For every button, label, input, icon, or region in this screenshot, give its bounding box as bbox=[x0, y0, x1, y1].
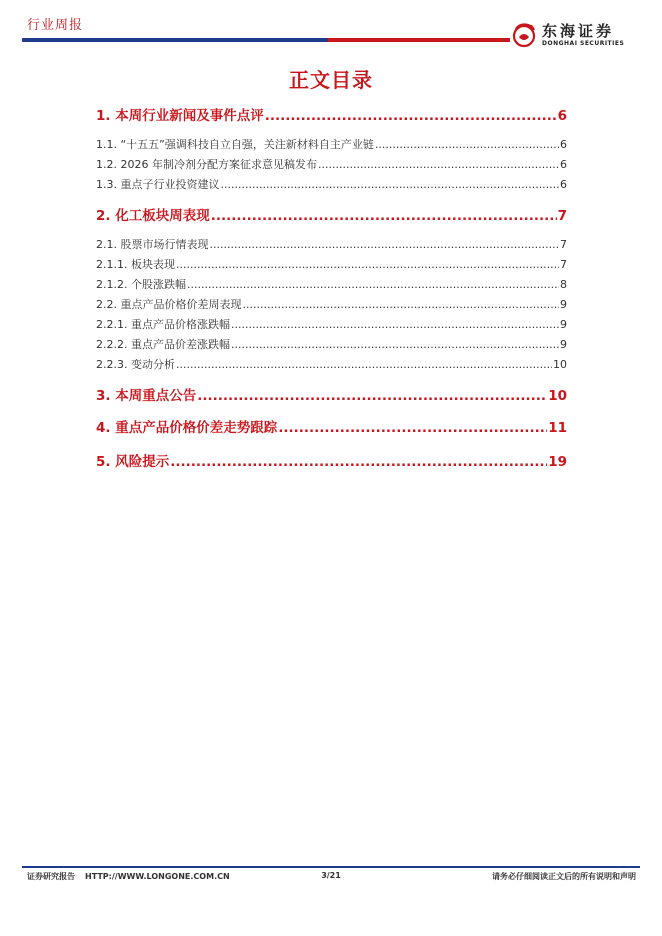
toc-entry-section-1-1[interactable] bbox=[96, 136, 567, 152]
toc-leader-dots bbox=[210, 238, 560, 251]
toc-entry-page: 11 bbox=[548, 420, 567, 436]
toc-entry-section-2[interactable] bbox=[96, 204, 567, 224]
toc-entry-label: 2.2. 重点产品价格价差周表现 bbox=[96, 298, 242, 311]
toc-entry-page: 10 bbox=[553, 358, 567, 371]
toc-entry-section-1[interactable] bbox=[96, 104, 567, 124]
toc-leader-dots bbox=[197, 388, 547, 404]
toc-entry-label: 1.3. 重点子行业投资建议 bbox=[96, 178, 220, 191]
toc-entry-page: 19 bbox=[548, 454, 567, 470]
toc-entry-page: 7 bbox=[560, 238, 567, 251]
toc-leader-dots bbox=[176, 358, 552, 371]
footer-rule bbox=[22, 866, 640, 868]
company-logo bbox=[510, 18, 640, 52]
toc-leader-dots bbox=[375, 138, 559, 151]
toc-entry-label: 5. 风险提示 bbox=[96, 454, 170, 470]
toc-entry-section-2-2-3[interactable] bbox=[96, 356, 567, 372]
toc-entry-page: 6 bbox=[557, 108, 567, 124]
toc-entry-section-2-2[interactable] bbox=[96, 296, 567, 312]
toc-entry-section-1-2[interactable] bbox=[96, 156, 567, 172]
logo-english-name: DONGHAI SECURITIES bbox=[542, 39, 625, 47]
footer-disclaimer: 请务必仔细阅读正文后的所有说明和声明 bbox=[492, 872, 636, 881]
toc-entry-section-1-3[interactable] bbox=[96, 176, 567, 192]
toc-entry-label: 3. 本周重点公告 bbox=[96, 388, 197, 404]
toc-entry-label: 2.1.2. 个股涨跌幅 bbox=[96, 278, 186, 291]
toc-entry-label: 2.1.1. 板块表现 bbox=[96, 258, 175, 271]
toc-entry-page: 6 bbox=[560, 158, 567, 171]
toc-entry-page: 9 bbox=[560, 318, 567, 331]
toc-leader-dots bbox=[187, 278, 559, 291]
toc-entry-section-2-1-1[interactable] bbox=[96, 256, 567, 272]
header-rule-blue bbox=[22, 38, 328, 42]
toc-entry-label: 2.2.3. 变动分析 bbox=[96, 358, 175, 371]
toc-entry-page: 9 bbox=[560, 338, 567, 351]
footer-page-number: 3/21 bbox=[321, 871, 341, 880]
toc-entry-label: 2.2.1. 重点产品价格涨跌幅 bbox=[96, 318, 230, 331]
toc-leader-dots bbox=[265, 108, 557, 124]
toc-entry-label: 2.2.2. 重点产品价差涨跌幅 bbox=[96, 338, 230, 351]
toc-entry-section-3[interactable] bbox=[96, 384, 567, 404]
toc-entry-page: 6 bbox=[560, 138, 567, 151]
toc-entry-page: 7 bbox=[557, 208, 567, 224]
toc-leader-dots bbox=[318, 158, 559, 171]
toc-leader-dots bbox=[170, 454, 547, 470]
logo-chinese-name: 东海证券 bbox=[542, 21, 615, 40]
toc-entry-label: 1. 本周行业新闻及事件点评 bbox=[96, 108, 264, 124]
toc-leader-dots bbox=[231, 318, 559, 331]
toc-entry-section-2-2-1[interactable] bbox=[96, 316, 567, 332]
toc-entry-page: 9 bbox=[560, 298, 567, 311]
toc-entry-label: 4. 重点产品价格价差走势跟踪 bbox=[96, 420, 278, 436]
toc-leader-dots bbox=[243, 298, 560, 311]
toc-entry-label: 1.2. 2026 年制冷剂分配方案征求意见稿发布 bbox=[96, 158, 317, 171]
toc-leader-dots bbox=[231, 338, 559, 351]
toc-entry-page: 7 bbox=[560, 258, 567, 271]
toc-entry-label: 2.1. 股票市场行情表现 bbox=[96, 238, 209, 251]
toc-entry-section-5[interactable] bbox=[96, 450, 567, 470]
toc-leader-dots bbox=[211, 208, 557, 224]
toc-entry-page: 10 bbox=[548, 388, 567, 404]
footer-report-type: 证券研究报告 bbox=[27, 872, 75, 881]
toc-entry-section-2-2-2[interactable] bbox=[96, 336, 567, 352]
toc-entry-section-2-1-2[interactable] bbox=[96, 276, 567, 292]
footer-website-link[interactable]: HTTP://WWW.LONGONE.COM.CN bbox=[85, 872, 230, 881]
toc-entry-section-4[interactable] bbox=[96, 416, 567, 436]
toc-entry-label: 2. 化工板块周表现 bbox=[96, 208, 210, 224]
toc-entry-section-2-1[interactable] bbox=[96, 236, 567, 252]
toc-entry-page: 6 bbox=[560, 178, 567, 191]
toc-leader-dots bbox=[176, 258, 559, 271]
toc-leader-dots bbox=[221, 178, 560, 191]
toc-entry-page: 8 bbox=[560, 278, 567, 291]
document-type-label: 行业周报 bbox=[27, 18, 84, 33]
toc-entry-label: 1.1. “十五五”强调科技自立自强，关注新材料自主产业链 bbox=[96, 138, 374, 151]
toc-leader-dots bbox=[278, 420, 547, 436]
donghai-logo-icon bbox=[510, 21, 538, 49]
page-title: 正文目录 bbox=[289, 68, 373, 92]
